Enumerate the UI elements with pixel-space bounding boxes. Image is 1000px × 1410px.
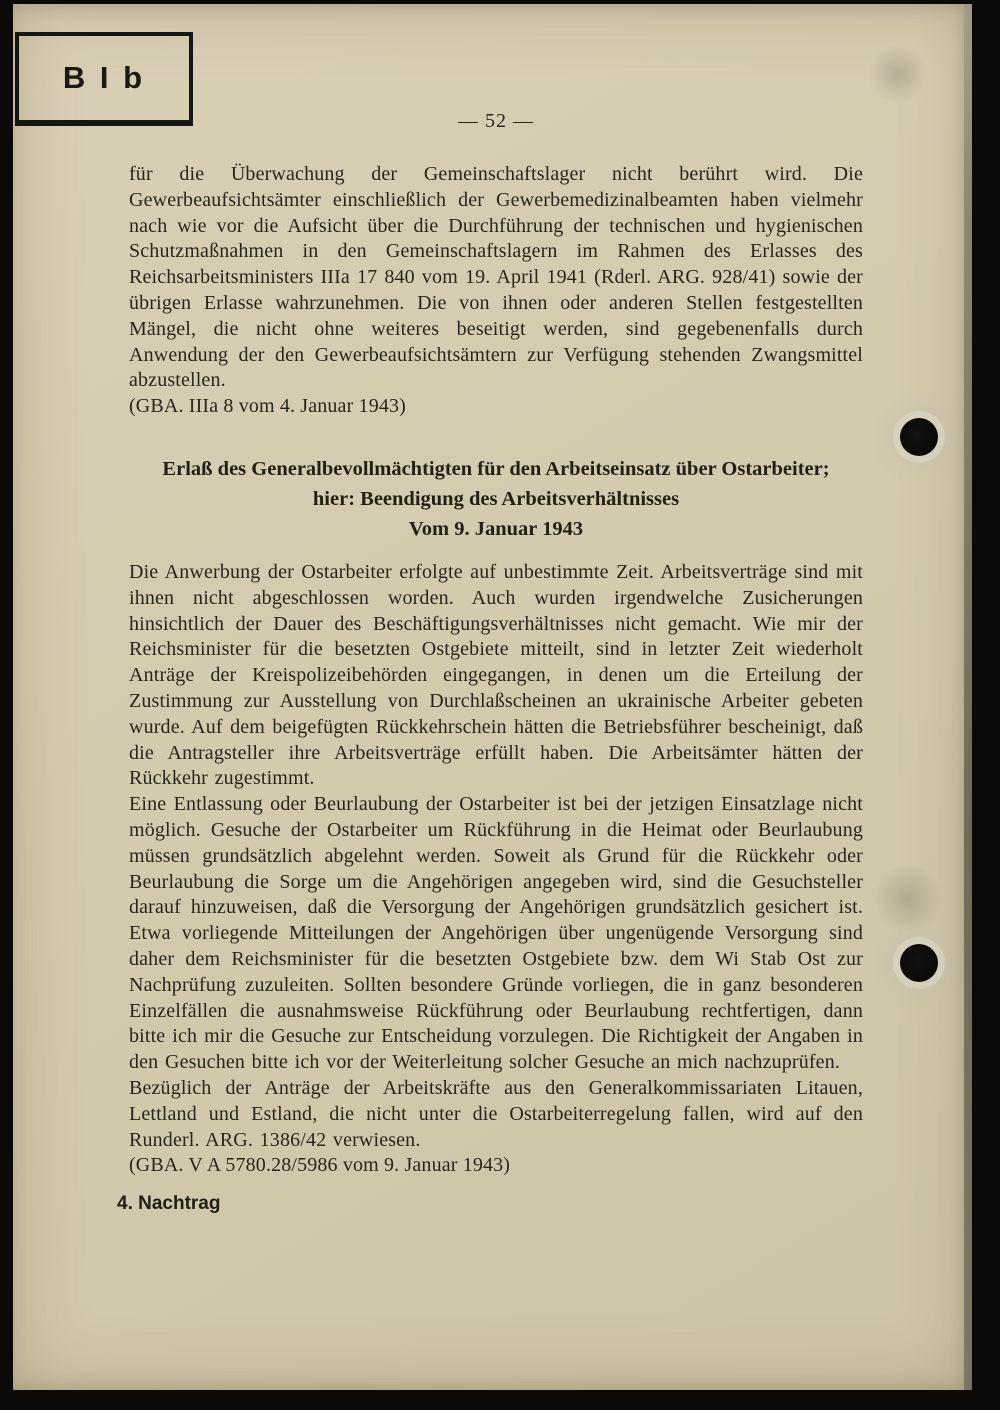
nachtrag-label: 4. Nachtrag xyxy=(117,1193,221,1215)
paragraph-anwerbung: Die Anwerbung der Ostarbeiter erfolgte auf unbestimmte Zeit. Arbeitsverträge sind mit ihnen nicht abgeschlossen worden. Auch wurden irgendwelche Zusicherungen hinsichtlich der Dauer des Beschäftigungsverhältnisses nicht gemacht. Wie mir der Reichsminister für die besetzten Ostgebiete mitteilt, sind in letzter Zeit wiederholt Anträge der Kreispolizeibehörden eingegangen, in denen um die Erteilung der Zustimmung zur Ausstellung von Durchlaßscheinen an ukrainische Arbeiter gebeten wurde. Auf dem beigefügten Rückkehrschein hätten die Betriebsführer bescheinigt, daß die Antragsteller ihre Arbeitsverträge erfüllt haben. Die Arbeitsämter hätten der Rückkehr zugestimmt. xyxy=(129,560,863,790)
paper-smudge xyxy=(873,864,943,934)
source-citation-2: (GBA. V A 5780.28/5986 vom 9. Januar 1943) xyxy=(129,1154,511,1177)
paragraph-continuation: für die Überwachung der Gemeinschaftslager nicht berührt wird. Die Gewerbeaufsichtsämter einschließlich der Gewerbemedizinalbeamten haben vielmehr nach wie vor die Aufsicht über die Durchführung der technischen und hygienischen Schutzmaßnahmen in den Gemeinschaftslagern im Rahmen des Erlasses des Reichsarbeitsministers IIIa 17 840 vom 19. April 1941 (Rderl. ARG. 928/41) sowie der übrigen Erlasse wahrzunehmen. Die von ihnen oder anderen Stellen festgestellten Mängel, die nicht ohne weiteres beseitigt werden, sind gegebenenfalls durch Anwendung der den Gewerbeaufsichtsämtern zur Verfügung stehenden Zwangsmittel abzustellen. xyxy=(129,163,863,392)
paragraph-entlassung: Eine Entlassung oder Beurlaubung der Ostarbeiter ist bei der jetzigen Einsatzlage nicht möglich. Gesuche der Ostarbeiter um Rückführung in die Heimat oder Beurlaubung müssen grundsätzlich abgelehnt werden. Soweit als Grund für die Rückkehr oder Beurlaubung die Sorge um die Angehörigen angegeben wird, sind die Gesuchsteller darauf hinzuweisen, daß die Versorgung der Angehörigen grundsätzlich gesichert ist. Etwa vorliegende Mitteilungen der Angehörigen über ungenügende Versorgung sind daher dem Reichsminister für die besetzten Ostgebiete bzw. dem Wi Stab Ost zur Nachprüfung zuzuleiten. Sollten besondere Gründe vorliegen, die in ganz besonderen Einzelfällen die ausnahmsweise Rückführung oder Beurlaubung rechtfertigen, dann bitte ich mir die Gesuche zur Entscheidung vorzulegen. Die Richtigkeit der Angaben in den Gesuchen bitte ich vor der Weiterleitung solcher Gesuche an mich nachzuprüfen. xyxy=(129,793,863,1074)
heading-line-3: Vom 9. Januar 1943 xyxy=(408,517,584,540)
page-scan xyxy=(13,4,972,1390)
page-number: — 52 — xyxy=(458,110,534,132)
heading-line-2: hier: Beendigung des Arbeitsverhältnisses xyxy=(312,487,680,510)
page-content xyxy=(117,108,863,1215)
paragraph-generalkommissariate: Bezüglich der Anträge der Arbeitskräfte aus den Generalkommissariaten Litauen, Lettland und Estland, die nicht unter die Ostarbeiterregelung fallen, wird auf den Runderl. ARG. 1386/42 verwiesen. xyxy=(129,1076,863,1151)
corner-label: B I b xyxy=(62,60,146,95)
paper-smudge xyxy=(868,44,928,104)
page-edge-shadow xyxy=(964,4,972,1390)
heading-line-1: Erlaß des Generalbevollmächtigten für den Arbeitseinsatz über Ostarbeiter; xyxy=(162,457,830,480)
section-heading xyxy=(129,454,863,544)
decree-body xyxy=(129,560,863,1179)
punch-hole-bottom xyxy=(900,944,938,982)
source-citation-1: (GBA. IIIa 8 vom 4. Januar 1943) xyxy=(129,395,406,418)
punch-hole-top xyxy=(900,418,938,456)
